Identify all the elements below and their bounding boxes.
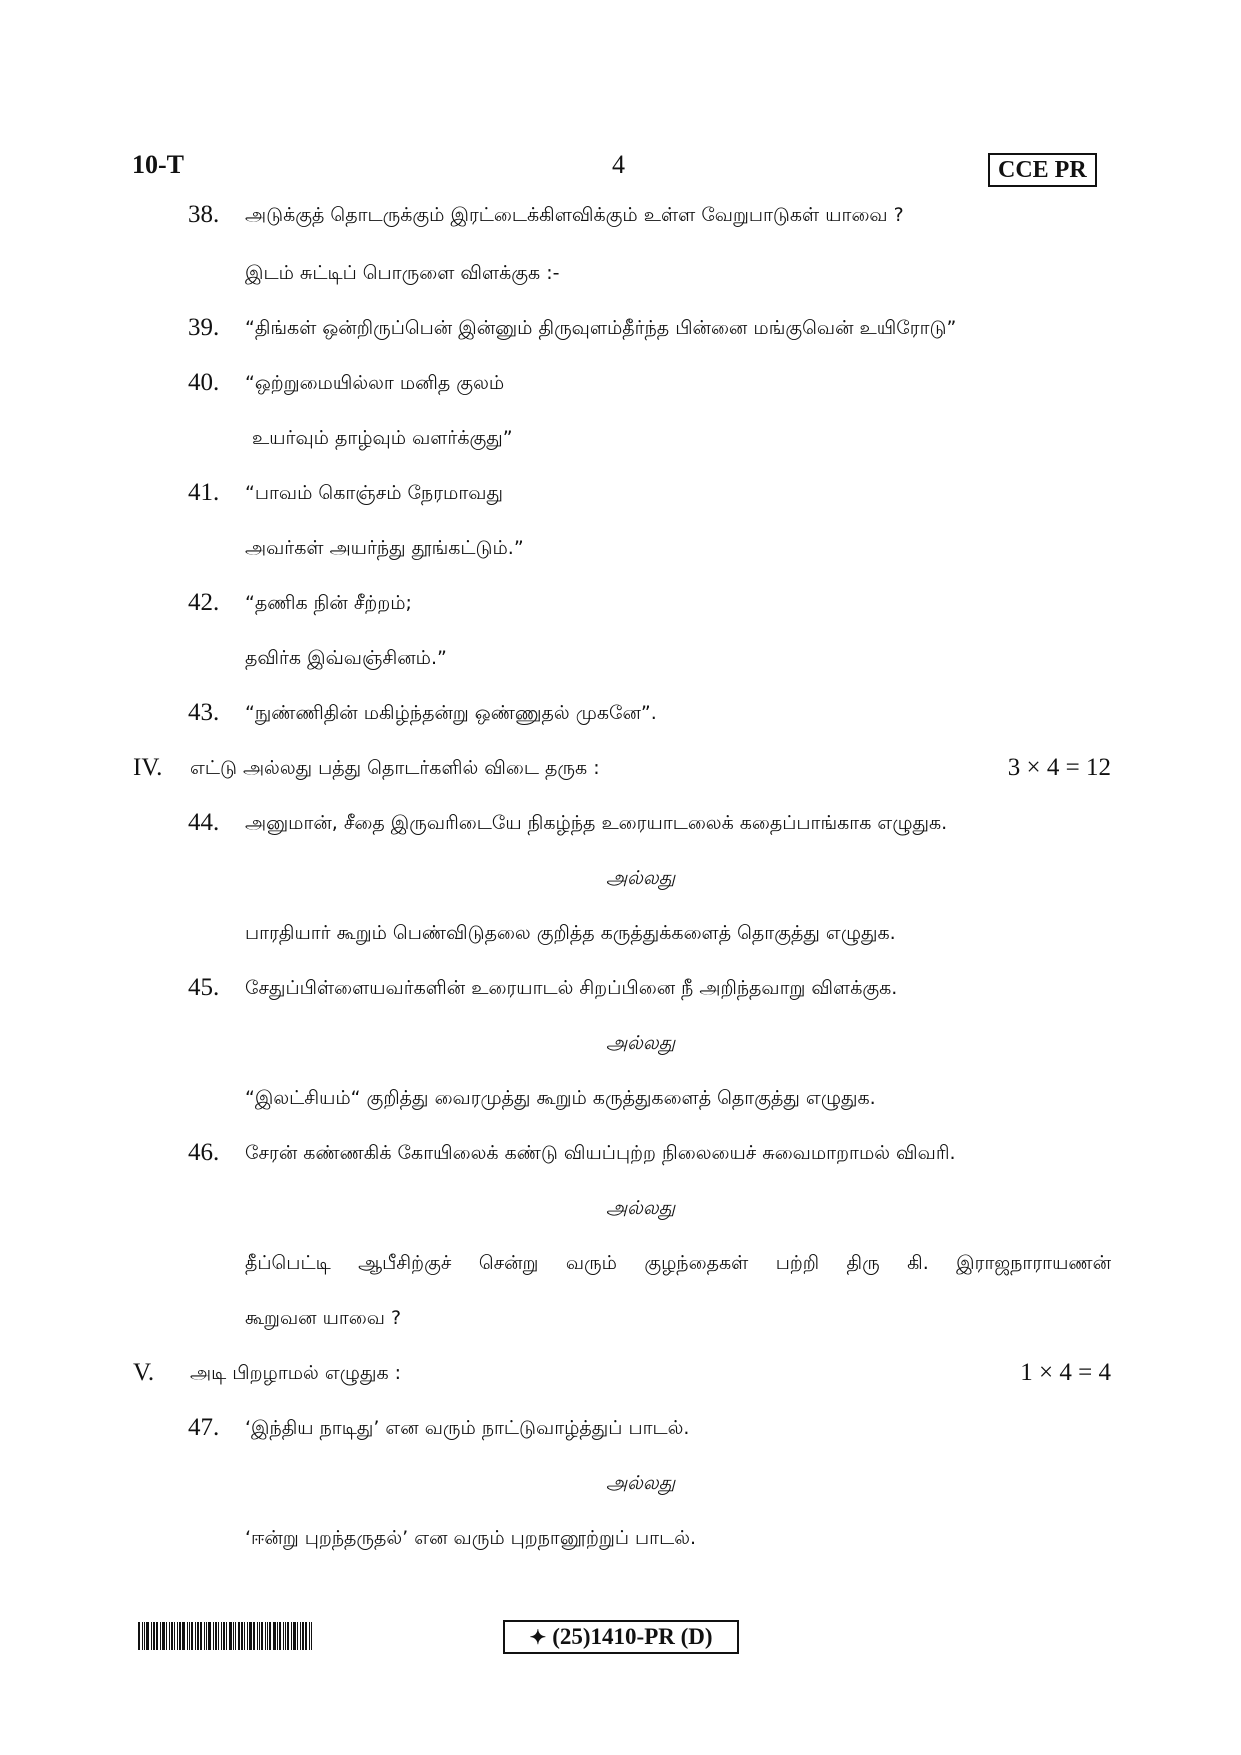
question-text: ‘இந்திய நாடிது’ என வரும் நாட்டுவாழ்த்துப் பாடல்.: [245, 1417, 690, 1439]
barcode-bar: [197, 1622, 199, 1650]
barcode-bar: [309, 1622, 310, 1650]
barcode-bar: [171, 1622, 173, 1650]
barcode-bar: [285, 1622, 286, 1650]
alternative-question-text: தீப்பெட்டி ஆபீசிற்குச் சென்று வரும் குழந்தைகள் பற்றி திரு கி. இராஜநாராயணன்: [245, 1252, 1111, 1274]
barcode-bar: [179, 1622, 181, 1650]
question-number: 42.: [188, 589, 220, 616]
barcode-bar: [259, 1622, 260, 1650]
barcode-bar: [302, 1622, 304, 1650]
barcode-bar: [267, 1622, 268, 1650]
barcode-bar: [208, 1622, 211, 1650]
barcode-bar: [293, 1622, 296, 1650]
section-marks: 3 × 4 = 12: [1007, 754, 1111, 781]
paper-code-box: CCE PR: [988, 153, 1097, 187]
barcode-bar: [162, 1622, 165, 1650]
question-number: 39.: [188, 314, 220, 341]
question-text: “நுண்ணிதின் மகிழ்ந்தன்று ஒண்ணுதல் முகனே”.: [245, 702, 657, 724]
barcode-bar: [200, 1622, 202, 1650]
barcode-bar: [153, 1622, 155, 1650]
barcode-bar: [182, 1622, 185, 1650]
barcode-bar: [291, 1622, 292, 1650]
question-number: 43.: [188, 699, 220, 726]
barcode-bar: [187, 1622, 188, 1650]
barcode-bar: [273, 1622, 276, 1650]
or-label: அல்லது: [606, 1472, 676, 1494]
barcode-bar: [238, 1622, 240, 1650]
question-number: 44.: [188, 809, 220, 836]
or-label: அல்லது: [606, 1032, 676, 1054]
barcode-bar: [257, 1622, 258, 1650]
barcode-bar: [204, 1622, 205, 1650]
or-label: அல்லது: [606, 1197, 676, 1219]
barcode-bar: [151, 1622, 152, 1650]
barcode-bar: [311, 1622, 312, 1650]
barcode-bar: [253, 1622, 255, 1650]
alternative-question-text: கூறுவன யாவை ?: [245, 1307, 402, 1329]
instruction-text: இடம் சுட்டிப் பொருளை விளக்குக :-: [245, 262, 560, 284]
question-text: அவர்கள் அயர்ந்து தூங்கட்டும்.”: [245, 537, 524, 559]
barcode-bar: [300, 1622, 301, 1650]
alternative-question-text: பாரதியார் கூறும் பெண்விடுதலை குறித்த கருத்துக்களைத் தொகுத்து எழுதுக.: [245, 922, 896, 944]
question-text: அனுமான், சீதை இருவரிடையே நிகழ்ந்த உரையாடலைக் கதைப்பாங்காக எழுதுக.: [245, 812, 948, 834]
barcode-bar: [249, 1622, 252, 1650]
question-text: “திங்கள் ஒன்றிருப்பென் இன்னும் திருவுளம்தீர்ந்த பின்னை மங்குவென் உயிரோடு”: [245, 317, 957, 339]
section-numeral: IV.: [133, 754, 163, 781]
or-label: அல்லது: [606, 867, 676, 889]
question-text: “தணிக நின் சீற்றம்;: [245, 592, 412, 614]
barcode-bar: [269, 1622, 271, 1650]
barcode-bar: [233, 1622, 234, 1650]
footer-code: (25)1410-PR (D): [552, 1624, 713, 1649]
barcode-bar: [166, 1622, 167, 1650]
barcode-bar: [174, 1622, 175, 1650]
question-number: 45.: [188, 974, 220, 1001]
barcode-bar: [261, 1622, 263, 1650]
barcode-bar: [146, 1622, 149, 1650]
question-text: அடுக்குத் தொடருக்கும் இரட்டைக்கிளவிக்கும் உள்ள வேறுபாடுகள் யாவை ?: [245, 204, 904, 226]
section-numeral: V.: [133, 1359, 155, 1386]
barcode-bar: [247, 1622, 248, 1650]
barcode-bar: [287, 1622, 289, 1650]
question-number: 40.: [188, 369, 220, 396]
barcode-bar: [241, 1622, 243, 1650]
barcode-bar: [277, 1622, 278, 1650]
barcode-bar: [160, 1622, 161, 1650]
section-marks: 1 × 4 = 4: [1020, 1359, 1111, 1386]
question-text: “பாவம் கொஞ்சம் நேரமாவது: [245, 482, 503, 504]
question-text: உயர்வும் தாழ்வும் வளர்க்குது”: [252, 427, 513, 449]
barcode: [138, 1622, 350, 1650]
question-text: சேதுப்பிள்ளையவர்களின் உரையாடல் சிறப்பினை நீ அறிந்தவாறு விளக்குக.: [245, 977, 898, 999]
barcode-bar: [156, 1622, 158, 1650]
barcode-bar: [144, 1622, 145, 1650]
question-text: தவிர்க இவ்வஞ்சினம்.”: [245, 647, 447, 669]
barcode-bar: [215, 1622, 217, 1650]
question-number: 41.: [188, 479, 220, 506]
barcode-bar: [191, 1622, 193, 1650]
four-point-star-icon: ✦: [529, 1627, 547, 1649]
barcode-bar: [223, 1622, 225, 1650]
question-number: 38.: [188, 201, 220, 228]
barcode-bar: [229, 1622, 232, 1650]
alternative-question-text: ‘ஈன்று புறந்தருதல்’ என வரும் புறநானூற்றுப் பாடல்.: [245, 1527, 697, 1549]
question-text: “ஒற்றுமையில்லா மனித குலம்: [245, 372, 505, 394]
barcode-bar: [142, 1622, 143, 1650]
barcode-bar: [138, 1622, 140, 1650]
barcode-bar: [297, 1622, 298, 1650]
barcode-bar: [177, 1622, 178, 1650]
section-instruction: எட்டு அல்லது பத்து தொடர்களில் விடை தருக :: [190, 757, 600, 779]
barcode-bar: [195, 1622, 196, 1650]
barcode-bar: [279, 1622, 281, 1650]
barcode-bar: [244, 1622, 245, 1650]
barcode-bar: [235, 1622, 236, 1650]
barcode-bar: [283, 1622, 284, 1650]
footer-code-box: [503, 1620, 739, 1654]
alternative-question-text: “இலட்சியம்“ குறித்து வைரமுத்து கூறும் கருத்துகளைத் தொகுத்து எழுதுக.: [245, 1087, 876, 1109]
barcode-bar: [226, 1622, 227, 1650]
barcode-bar: [305, 1622, 307, 1650]
question-number: 47.: [188, 1414, 220, 1441]
question-text: சேரன் கண்ணகிக் கோயிலைக் கண்டு வியப்புற்ற நிலையைச் சுவைமாறாமல் விவரி.: [245, 1142, 956, 1164]
barcode-bar: [169, 1622, 170, 1650]
barcode-bar: [218, 1622, 219, 1650]
barcode-bar: [265, 1622, 266, 1650]
page-number: 4: [612, 150, 625, 179]
barcode-bar: [221, 1622, 222, 1650]
question-number: 46.: [188, 1139, 220, 1166]
subject-code: 10-T: [132, 150, 184, 179]
barcode-bar: [189, 1622, 190, 1650]
barcode-bar: [206, 1622, 207, 1650]
barcode-bar: [213, 1622, 214, 1650]
section-instruction: அடி பிறழாமல் எழுதுக :: [190, 1362, 402, 1384]
